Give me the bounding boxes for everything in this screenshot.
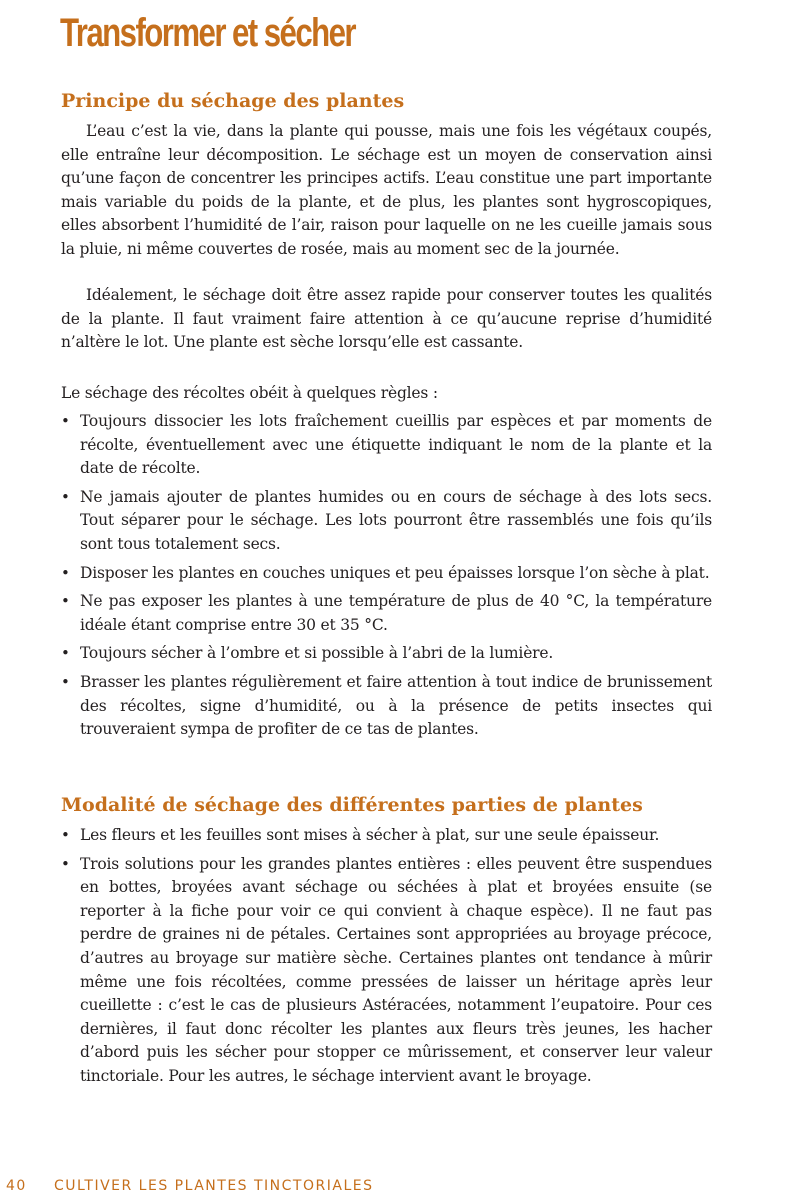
list-item [0, 824, 712, 848]
bullet-icon: • [61, 487, 70, 506]
rules-list [0, 410, 795, 742]
list-item [0, 671, 712, 742]
page-title: Transformer et sécher [60, 11, 355, 55]
paragraph-intro: L’eau c’est la vie, dans la plante qui pousse, mais une fois les végétaux coupés, elle entraîne leur décomposition. Le séchage est un moyen de conservation ainsi qu’une façon de concentrer les principes actifs. L’eau constitue une part importante mais variable du poids de la plante, et de plus, les plantes sont hygroscopiques, elles absorbent l’humidité de l’air, raison pour laquelle on ne les cueille jamais sous la pluie, ni même couvertes de rosée, mais au moment sec de la journée. [61, 122, 712, 258]
list-item [0, 410, 712, 481]
bullet-icon: • [61, 826, 70, 844]
section-heading-modalite: Modalité de séchage des différentes parties de plantes [61, 794, 643, 816]
list-item-text: Trois solutions pour les grandes plantes entières : elles peuvent être suspendues en bottes, broyées avant séchage ou séchées à plat et broyées ensuite (se reporter à la fiche pour voir ce qui convient à chaque espèce). Il ne faut pas perdre de graines ni de pétales. Certaines sont appropriées au broyage précoce, d’autres au broyage sur matière sèche. Certaines plantes ont tendance à mûrir même une fois récoltées, comme pressées de laisser un héritage après leur cueillette : c’est le cas de plusieurs Astéracées, notamment l’eupatoire. Pour ces dernières, il faut donc récolter les plantes aux fleurs très jeunes, les hacher d’abord puis les sécher pour stopper ce mûrissement, et conserver leur valeur tinctoriale. Pour les autres, le séchage intervient avant le broyage. [80, 854, 712, 1085]
page-number: 40 [6, 1178, 27, 1194]
list-item [0, 590, 712, 637]
list-item-text: Toujours dissocier les lots fraîchement cueillis par espèces et par moments de récolte, éventuellement avec une étiquette indiquant le nom de la plante et la date de récolte. [80, 412, 712, 478]
list-item-text: Ne pas exposer les plantes à une température de plus de 40 °C, la température idéale étant comprise entre 30 et 35 °C. [80, 592, 712, 634]
page-footer [6, 1178, 373, 1194]
list-item-text: Les fleurs et les feuilles sont mises à sécher à plat, sur une seule épaisseur. [80, 826, 660, 844]
list-item [0, 486, 712, 557]
list-item-text: Ne jamais ajouter de plantes humides ou en cours de séchage à des lots secs. Tout séparer pour le séchage. Les lots pourront être rassemblés une fois qu’ils sont tous totalement secs. [80, 487, 712, 553]
list-item-text: Brasser les plantes régulièrement et faire attention à tout indice de brunissement des récoltes, signe d’humidité, ou à la présence de petits insectes qui trouveraient sympa de profiter de ce tas de plantes. [80, 672, 712, 739]
list-item-text: Toujours sécher à l’ombre et si possible à l’abri de la lumière. [80, 644, 554, 663]
list-item [0, 853, 712, 1089]
bullet-icon: • [61, 412, 70, 430]
paragraph-ideal: Idéalement, le séchage doit être assez rapide pour conserver toutes les qualités de la plante. Il faut vraiment faire attention à ce qu’aucune reprise d’humidité n’altère le lot. Une plante est sèche lorsqu’elle est cassante. [61, 286, 712, 352]
bullet-icon: • [61, 644, 70, 663]
list-item [0, 642, 712, 666]
list-item-text: Disposer les plantes en couches uniques et peu épaisses lorsque l’on sèche à plat. [80, 563, 710, 582]
list-item [0, 562, 712, 586]
bullet-icon: • [61, 563, 70, 582]
bullet-icon: • [61, 854, 70, 873]
rules-intro: Le séchage des récoltes obéit à quelques règles : [61, 384, 438, 402]
bullet-icon: • [61, 672, 70, 691]
section-heading-principe: Principe du séchage des plantes [61, 90, 405, 112]
modalite-list [0, 824, 795, 1089]
running-title: CULTIVER LES PLANTES TINCTORIALES [54, 1178, 374, 1194]
bullet-icon: • [61, 592, 70, 611]
